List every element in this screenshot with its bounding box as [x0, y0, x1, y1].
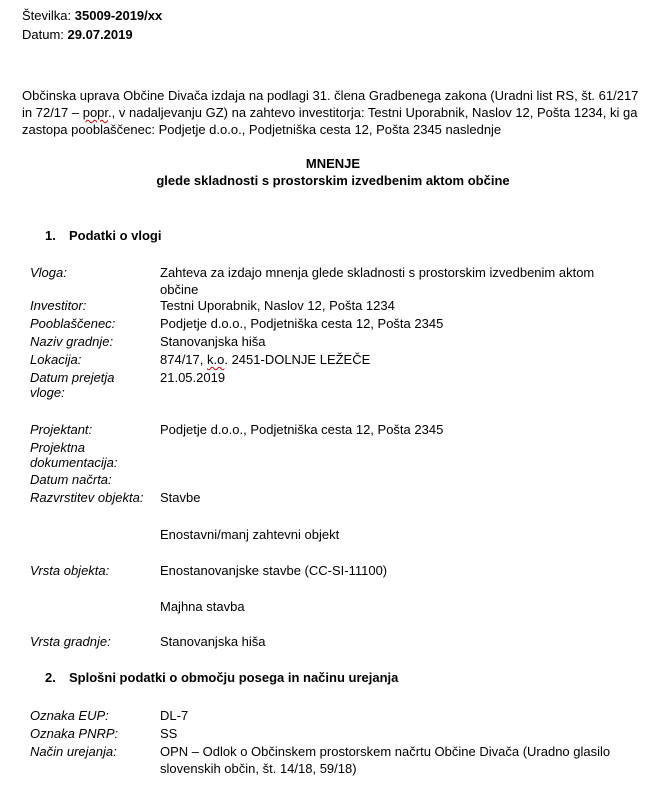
vrsta-objekta-label: Vrsta objekta:: [30, 563, 110, 578]
razvrstitev-label: Razvrstitev objekta:: [30, 490, 144, 505]
vloga-label: Vloga:: [30, 265, 67, 280]
eup-label: Oznaka EUP:: [30, 708, 109, 723]
lokacija-label: Lokacija:: [30, 352, 82, 367]
investitor-value: Testni Uporabnik, Naslov 12, Pošta 1234: [160, 298, 395, 313]
section-1-heading: 1. Podatki o vlogi: [45, 228, 162, 243]
velikost-value: Majhna stavba: [160, 599, 245, 614]
document-subtitle: glede skladnosti s prostorskim izvedbenim aktom občine: [156, 173, 510, 188]
vrsta-gradnje-value: Stanovanjska hiša: [160, 634, 266, 649]
vrsta-objekta-value: Enostanovanjske stavbe (CC-SI-11100): [160, 563, 388, 578]
document-date-value: 29.07.2019: [67, 27, 133, 42]
pooblascenec-label: Pooblaščenec:: [30, 316, 116, 331]
spellcheck-word: popr: [82, 105, 109, 120]
lokacija-value: 874/17, k.o. 2451-DOLNJE LEŽEČE: [160, 352, 371, 367]
projektant-label: Projektant:: [30, 422, 93, 437]
nacin-urejanja-label: Način urejanja:: [30, 744, 117, 759]
projektant-value: Podjetje d.o.o., Podjetniška cesta 12, Pošta 2345: [160, 422, 444, 437]
intro-paragraph: Občinska uprava Občine Divača izdaja na podlagi 31. člena Gradbenega zakona (Uradni list RS, št. 61/217 in 72/17 – popr., v nadaljevanju GZ) na zahtevo investitorja: Testni Uporabnik, Naslov 12, Pošta 1234, ki ga zastopa pooblaščenec: Podjetje d.o.o., Podjetniška cesta 12, Pošta 2345 naslednje: [22, 88, 639, 137]
section-2-heading: 2. Splošni podatki o območju posega in načinu urejanja: [45, 670, 399, 685]
pnrp-label: Oznaka PNRP:: [30, 726, 119, 741]
nacin-urejanja-value: OPN – Odlok o Občinskem prostorskem načrtu Občine Divača (Uradno glasilo slovenskih občin, št. 14/18, 59/18): [160, 744, 611, 776]
pnrp-value: SS: [160, 726, 178, 741]
investitor-label: Investitor:: [30, 298, 87, 313]
naziv-gradnje-label: Naziv gradnje:: [30, 334, 114, 349]
projektna-dokumentacija-label: Projektna dokumentacija:: [30, 440, 118, 470]
document-date: Datum: 29.07.2019: [22, 27, 133, 42]
vrsta-gradnje-label: Vrsta gradnje:: [30, 634, 111, 649]
vloga-value: Zahteva za izdajo mnenja glede skladnosti s prostorskim izvedbenim aktom občine: [160, 265, 595, 297]
eup-value: DL-7: [160, 708, 189, 723]
naziv-gradnje-value: Stanovanjska hiša: [160, 334, 266, 349]
datum-prejetja-value: 21.05.2019: [160, 370, 226, 385]
pooblascenec-value: Podjetje d.o.o., Podjetniška cesta 12, Pošta 2345: [160, 316, 444, 331]
spellcheck-word: k.o: [207, 352, 225, 367]
document-number: Številka: 35009-2019/xx: [22, 8, 163, 23]
razvrstitev-value: Stavbe: [160, 490, 201, 505]
zahtevnost-value: Enostavni/manj zahtevni objekt: [160, 527, 340, 542]
datum-nacrta-label: Datum načrta:: [30, 472, 112, 487]
document-title: MNENJE: [305, 156, 361, 171]
document-number-value: 35009-2019/xx: [74, 8, 163, 23]
datum-prejetja-label: Datum prejetja vloge:: [30, 370, 115, 400]
